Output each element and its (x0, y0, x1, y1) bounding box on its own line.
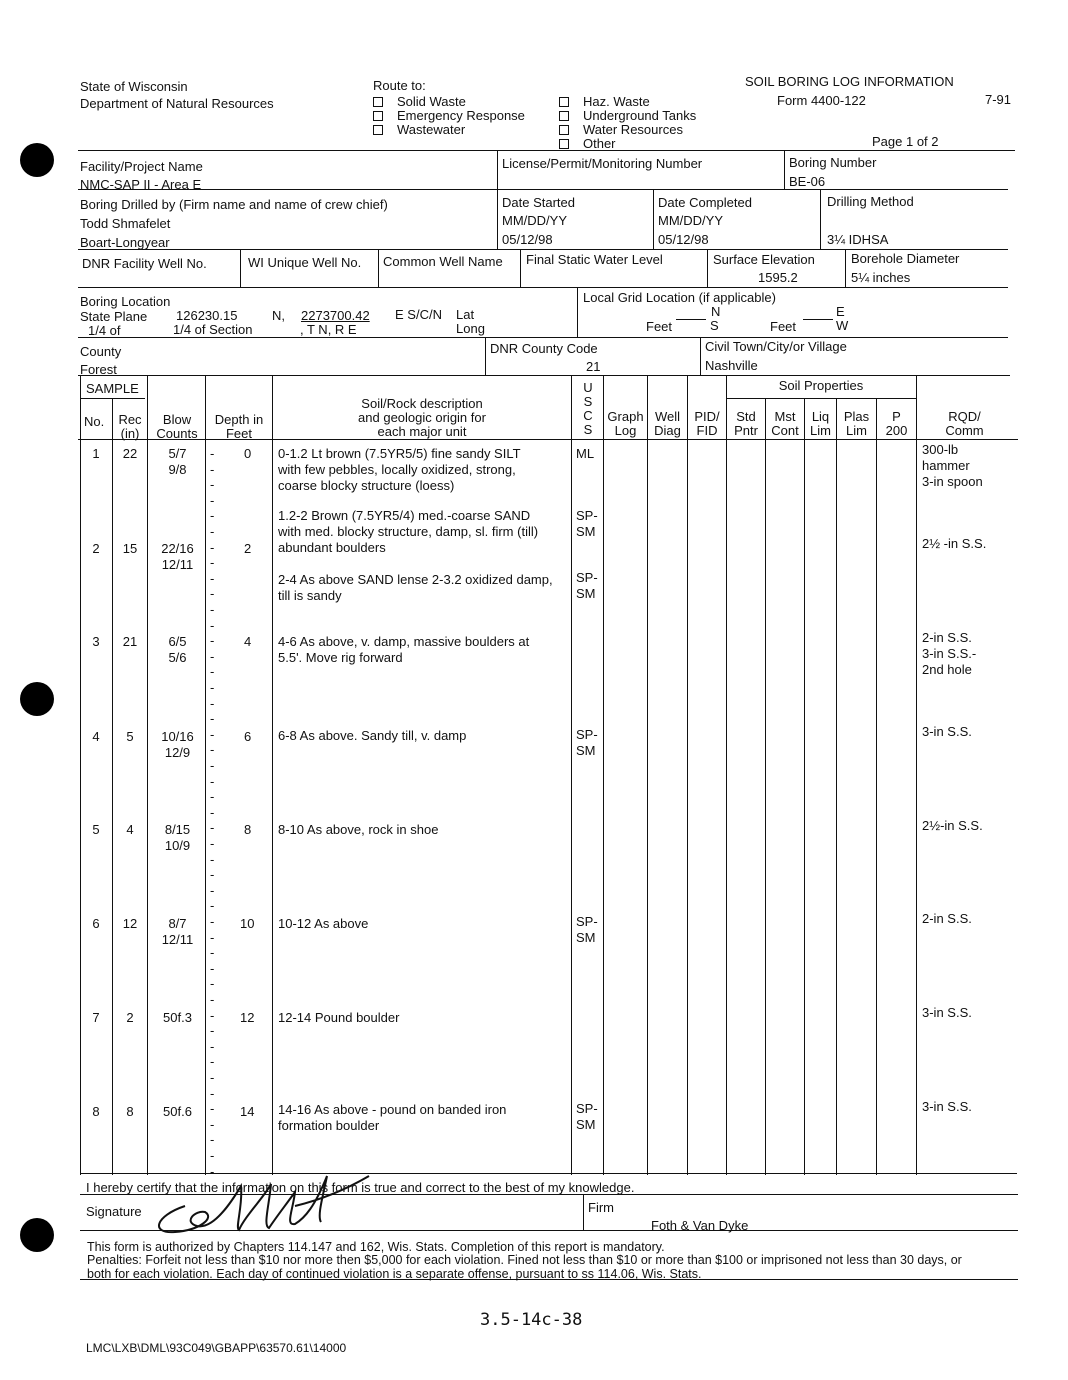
depth-tick: - (210, 648, 215, 664)
form-title: SOIL BORING LOG INFORMATION (745, 74, 954, 89)
borehole-diam-label: Borehole Diameter (851, 251, 960, 266)
depth-tick: - (210, 836, 215, 851)
description-block: 0-1.2 Lt brown (7.5YR5/5) fine sandy SILT with few pebbles, locally oxidized, strong, coarse blocky structure (loess) (278, 446, 521, 493)
penalties-line1: Penalties: Forfeit not less than $10 nor more then $5,000 for each violation. Fined not less than $10 or more than $100 or imprisoned not less than 30 days, or (87, 1253, 962, 1267)
sample-depth: 10 (240, 916, 255, 931)
grid-s: S (710, 318, 719, 333)
county-code-label: DNR County Code (490, 341, 598, 356)
drilling-method-label: Drilling Method (827, 194, 914, 209)
file-path: LMC\LXB\DML\93C049\GBAPP\63570.61\14000 (86, 1341, 347, 1355)
form-number: Form 4400-122 (777, 93, 866, 108)
depth-tick: - (210, 960, 215, 976)
depth-tick: - (210, 773, 215, 789)
drilling-firm[interactable]: Boart-Longyear (80, 235, 170, 250)
route-option-water-resources[interactable]: Water Resources (559, 123, 696, 137)
sample-blow: 8/7 12/11 (161, 916, 194, 947)
depth-tick: - (210, 1054, 215, 1070)
sample-no: 4 (92, 729, 100, 744)
tnr-label: , T N, R E (300, 322, 357, 337)
uscs-code: SP- SM (576, 727, 598, 758)
depth-tick: - (210, 1116, 215, 1132)
sample-depth: 8 (244, 822, 252, 837)
description-block: 2-4 As above SAND lense 2-3.2 oxidized damp, till is sandy (278, 572, 553, 603)
drilled-by-label: Boring Drilled by (Firm name and name of crew chief) (80, 197, 388, 212)
sample-no: 6 (92, 916, 100, 931)
surface-elev-value[interactable]: 1595.2 (758, 270, 798, 285)
depth-tick: - (210, 789, 215, 805)
grid-w: W (836, 318, 849, 333)
sample-blow: 6/5 5/6 (168, 634, 187, 665)
depth-tick: - (210, 602, 215, 617)
sample-blow: 10/16 12/9 (161, 729, 194, 760)
depth-tick: - (210, 945, 215, 961)
col-no: No. (84, 414, 105, 429)
depth-tick: - (210, 633, 215, 649)
description-block: 14-16 As above - pound on banded iron formation boulder (278, 1102, 507, 1133)
sample-depth: 2 (244, 541, 252, 556)
uscs-code: SP- SM (576, 570, 598, 601)
soil-properties-header: Soil Properties (778, 378, 864, 393)
col-rec: Rec (in) (118, 412, 142, 441)
certify-statement: I hereby certify that the information on this form is true and correct to the best of my knowledge. (86, 1180, 635, 1195)
col-description: Soil/Rock description and geologic origin for each major unit (358, 396, 486, 439)
boring-number-label: Boring Number (789, 155, 877, 170)
grid-n: N (711, 304, 721, 319)
sample-depth: 4 (244, 634, 252, 649)
sample-rec: 2 (126, 1010, 134, 1025)
depth-tick: - (210, 664, 215, 680)
col-pid-fid: PID/ FID (694, 409, 720, 438)
description-block: 10-12 As above (278, 916, 369, 931)
depth-tick: - (210, 929, 215, 945)
sample-no: 5 (92, 822, 100, 837)
surface-elev-label: Surface Elevation (713, 252, 815, 267)
authority-statement: This form is authorized by Chapters 114.147 and 162, Wis. Stats. Completion of this report is mandatory. (87, 1240, 665, 1254)
uscs-code: ML (576, 446, 595, 461)
quarter-label: 1/4 of (88, 323, 121, 338)
facility-label: Facility/Project Name (80, 159, 203, 174)
depth-tick: - (210, 1038, 215, 1054)
county-label: County (80, 344, 122, 359)
date-started-value[interactable]: 05/12/98 (502, 232, 553, 247)
rqd-comment: 2-in S.S. 3-in S.S.- 2nd hole (922, 630, 977, 677)
route-option-emergency-response[interactable]: Emergency Response (373, 109, 525, 123)
col-graph-log: Graph Log (607, 409, 644, 438)
rqd-comment: 3-in S.S. (922, 1005, 972, 1020)
depth-tick: - (210, 1163, 215, 1179)
rqd-comment: 3-in S.S. (922, 724, 972, 739)
col-rqd-comm: RQD/ Comm (945, 409, 984, 438)
sample-depth: 0 (244, 446, 252, 461)
depth-tick: - (210, 695, 215, 711)
depth-tick: - (210, 1085, 215, 1101)
form-revision: 7-91 (985, 92, 1012, 107)
sample-blow: 22/16 12/11 (161, 541, 194, 572)
sample-rec: 5 (126, 729, 134, 744)
depth-tick: - (210, 1023, 215, 1039)
depth-tick: - (210, 492, 215, 508)
sample-rec: 4 (126, 822, 134, 837)
n-label: N, (272, 308, 285, 323)
crew-chief[interactable]: Todd Shmafelet (80, 216, 171, 231)
depth-tick: - (210, 742, 215, 758)
firm-value[interactable]: Foth & Van Dyke (651, 1218, 749, 1233)
description-block: 8-10 As above, rock in shoe (278, 822, 439, 837)
sample-no: 2 (92, 541, 100, 556)
depth-tick: - (210, 446, 215, 461)
date-started-label: Date Started (502, 195, 575, 210)
drilling-method-value[interactable]: 3¼ IDHSA (827, 232, 889, 247)
sample-blow: 50f.3 (163, 1010, 192, 1025)
depth-tick: - (210, 804, 215, 820)
col-mst-cont: Mst Cont (771, 409, 799, 438)
state-plane-label: State Plane (80, 309, 148, 324)
uscs-code: SP- SM (576, 1101, 598, 1132)
static-water-label: Final Static Water Level (526, 252, 663, 267)
dnr-well-label: DNR Facility Well No. (82, 256, 207, 271)
depth-tick: - (210, 1007, 215, 1023)
col-uscs: U S C S (583, 380, 593, 437)
sample-depth: 14 (240, 1104, 255, 1119)
route-option-other[interactable]: Other (559, 137, 696, 151)
depth-tick: - (210, 882, 215, 898)
agency-line1: State of Wisconsin (80, 79, 188, 94)
boring-location-label: Boring Location (80, 294, 171, 309)
sample-depth: 12 (240, 1010, 255, 1025)
sample-no: 3 (92, 634, 100, 649)
long-label: Long (456, 321, 485, 336)
depth-tick: - (210, 524, 215, 539)
feet-label-ew: Feet (770, 319, 797, 334)
col-blow-counts: Blow Counts (156, 412, 198, 441)
depth-tick: - (210, 477, 215, 493)
sample-rec: 12 (122, 916, 138, 931)
depth-tick: - (210, 461, 215, 477)
route-option-underground-tanks[interactable]: Underground Tanks (559, 109, 696, 123)
depth-tick: - (210, 570, 215, 586)
sample-depth: 6 (244, 729, 252, 744)
col-depth: Depth in Feet (214, 412, 264, 441)
rqd-comment: 300-lb hammer 3-in spoon (922, 442, 983, 489)
quarter-section-label: 1/4 of Section (173, 322, 253, 337)
grid-e: E (836, 304, 845, 319)
uscs-code: SP- SM (576, 508, 598, 539)
sample-blow: 5/7 9/8 (168, 446, 187, 477)
wi-unique-label: WI Unique Well No. (248, 255, 362, 270)
uscs-code: SP- SM (576, 914, 598, 945)
depth-tick: - (210, 539, 215, 555)
depth-tick: - (210, 1132, 215, 1148)
state-plane-e[interactable]: 2273700.42 (301, 308, 370, 323)
rqd-comment: 2½ -in S.S. (922, 536, 987, 551)
civil-town-value[interactable]: Nashville (705, 358, 758, 373)
sample-no: 7 (92, 1010, 100, 1025)
depth-tick: - (210, 711, 215, 727)
route-option-wastewater[interactable]: Wastewater (373, 123, 525, 137)
description-block: 1.2-2 Brown (7.5YR5/4) med.-coarse SAND with med. blocky structure, damp, sl. firm (till) abundant boulders (278, 508, 539, 555)
depth-tick: - (210, 820, 215, 836)
license-label: License/Permit/Monitoring Number (502, 156, 703, 171)
route-option-solid-waste[interactable]: Solid Waste (373, 95, 525, 109)
rqd-comment: 3-in S.S. (922, 1099, 972, 1114)
sample-header: SAMPLE (86, 381, 139, 396)
depth-tick: - (210, 867, 215, 883)
sample-no: 1 (92, 446, 100, 461)
firm-label: Firm (588, 1200, 614, 1215)
depth-tick: - (210, 851, 215, 867)
depth-tick: - (210, 1148, 215, 1163)
date-completed-label: Date Completed (658, 195, 752, 210)
depth-tick: - (210, 1070, 215, 1085)
date-started-format: MM/DD/YY (502, 213, 567, 228)
depth-tick: - (210, 617, 215, 633)
depth-tick: - (210, 680, 215, 695)
depth-tick: - (210, 726, 215, 742)
signature-label: Signature (86, 1204, 142, 1219)
col-std-pntr: Std Pntr (734, 409, 758, 438)
rqd-comment: 2½-in S.S. (922, 818, 983, 833)
sample-rec: 15 (122, 541, 138, 556)
e-label: E S/C/N (395, 307, 442, 322)
depth-tick: - (210, 586, 215, 602)
agency-line2: Department of Natural Resources (80, 96, 274, 111)
county-value[interactable]: Forest (80, 362, 117, 377)
date-completed-value[interactable]: 05/12/98 (658, 232, 709, 247)
lat-label: Lat (456, 307, 475, 322)
page-label: Page 1 of 2 (872, 134, 939, 149)
depth-tick: - (210, 555, 215, 571)
depth-tick: - (210, 898, 215, 914)
route-option-haz-waste[interactable]: Haz. Waste (559, 95, 696, 109)
sample-rec: 21 (122, 634, 138, 649)
signature-image (145, 1163, 375, 1240)
depth-tick: - (210, 914, 215, 929)
depth-tick: - (210, 992, 215, 1007)
description-block: 4-6 As above, v. damp, massive boulders at 5.5'. Move rig forward (278, 634, 530, 665)
depth-tick: - (210, 508, 215, 524)
civil-town-label: Civil Town/City/or Village (705, 339, 847, 354)
sample-no: 8 (92, 1104, 100, 1119)
description-block: 6-8 As above. Sandy till, v. damp (278, 728, 467, 743)
common-well-label: Common Well Name (383, 254, 503, 269)
depth-tick: - (210, 1101, 215, 1117)
feet-label-ns: Feet (646, 319, 673, 334)
page-code: 3.5-14c-38 (480, 1310, 583, 1330)
col-plas-lim: Plas Lim (843, 409, 870, 438)
rqd-comment: 2-in S.S. (922, 911, 972, 926)
boring-number-value[interactable]: BE-06 (789, 174, 826, 189)
borehole-diam-value[interactable]: 5¼ inches (851, 270, 911, 285)
depth-tick: - (210, 758, 215, 773)
col-well-diag: Well Diag (654, 409, 681, 438)
penalties-line2: both for each violation. Each day of continued violation is a separate offense, pursuant to ss 114.06, Wis. Stats. (87, 1267, 702, 1281)
col-liq-lim: Liq Lim (810, 409, 831, 438)
sample-blow: 50f.6 (163, 1104, 192, 1119)
route-to-label: Route to: (373, 78, 426, 93)
depth-tick: - (210, 976, 215, 992)
sample-rec: 8 (126, 1104, 134, 1119)
date-completed-format: MM/DD/YY (658, 213, 723, 228)
col-p200: P 200 (885, 409, 908, 438)
sample-rec: 22 (122, 446, 138, 461)
county-code-value[interactable]: 21 (586, 359, 601, 374)
state-plane-n[interactable]: 126230.15 (176, 308, 238, 323)
local-grid-label: Local Grid Location (if applicable) (583, 290, 776, 305)
facility-value[interactable]: NMC-SAP II - Area E (80, 177, 202, 192)
description-block: 12-14 Pound boulder (278, 1010, 400, 1025)
sample-blow: 8/15 10/9 (164, 822, 191, 853)
